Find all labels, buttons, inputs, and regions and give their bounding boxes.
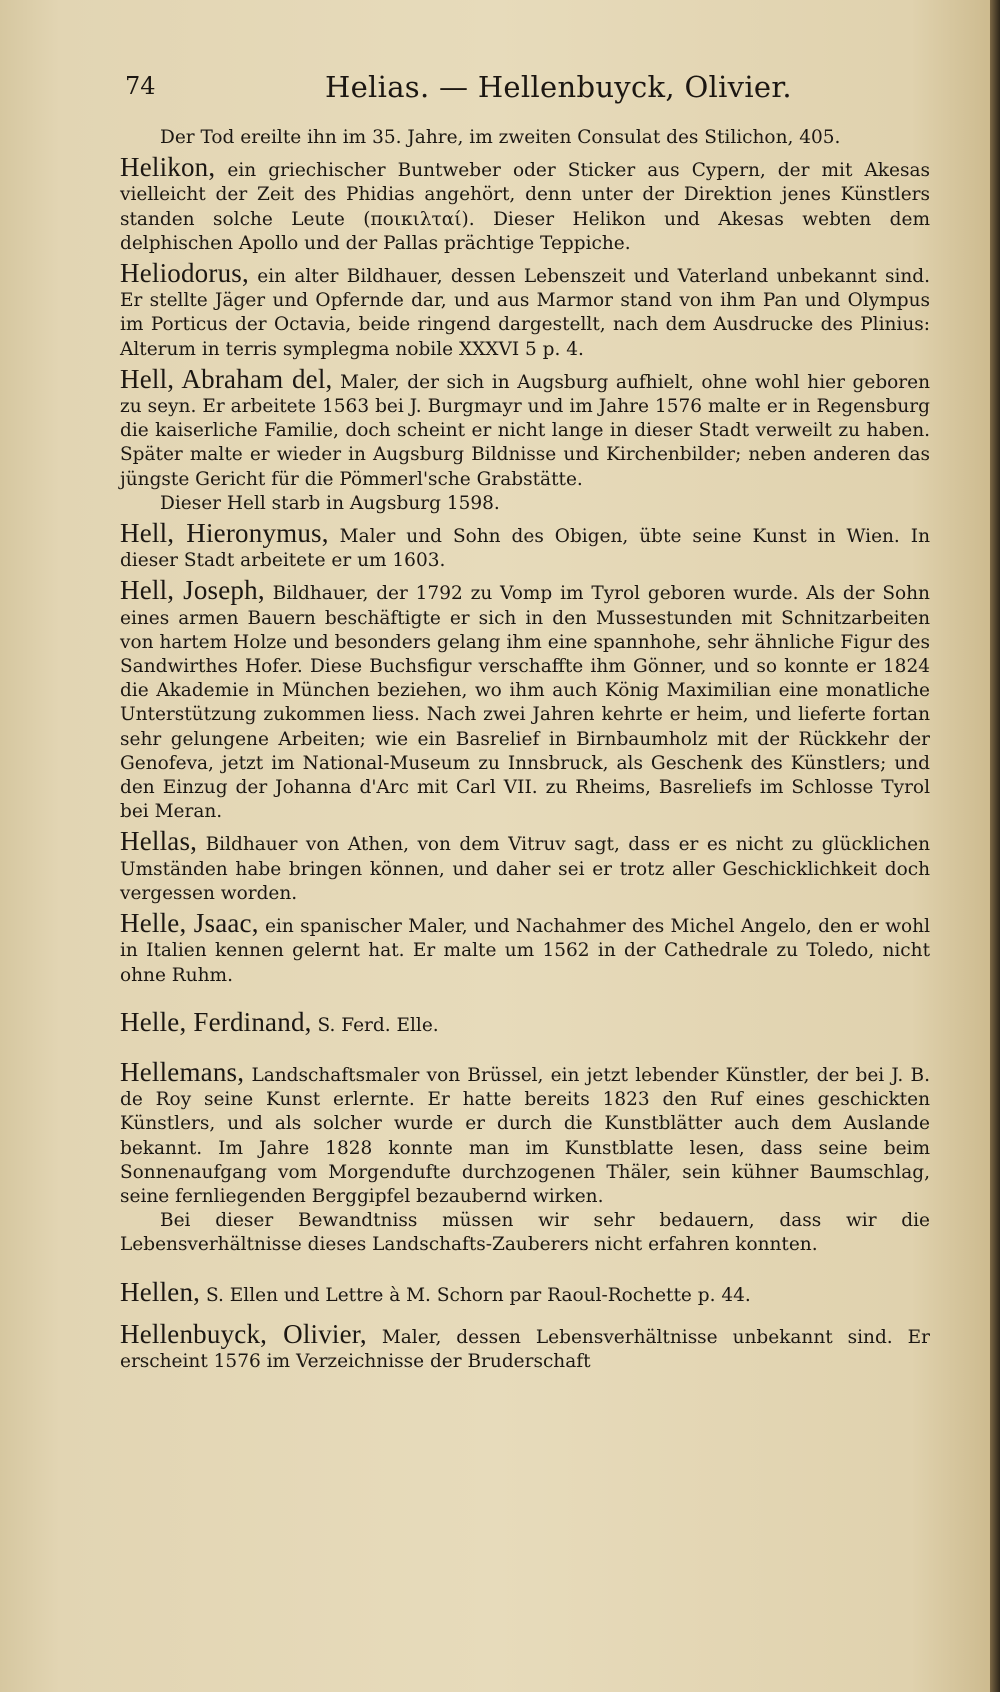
entries-column — [120, 126, 930, 1374]
entry-text: Maler, dessen Lebensverhältnisse unbekannt sind. Er erscheint 1576 im Verzeichnisse der Bruderschaft — [120, 1326, 930, 1372]
entry-text: Der Tod ereilte ihn im 35. Jahre, im zweiten Consulat des Stilichon, 405. — [160, 127, 841, 148]
page-header — [125, 70, 925, 110]
entry-headword: Helle, Ferdinand, — [120, 1006, 312, 1037]
entry-headword: Hell, Abraham del, — [120, 363, 333, 394]
entry-text: Maler, der sich in Augsburg aufhielt, ohne wohl hier geboren zu seyn. Er arbeitete 1563 bei J. Burgmayr und im Jahre 1576 malte er in Regensburg die kaiserliche Familie, doch scheint er nicht lange in dieser Stadt verweilt zu haben. Später malte er wieder in Augsburg Bildnisse und Kirchenbilder; neben anderen das jüngste Gericht für die Pömmerl'sche Grabstätte. — [120, 371, 931, 490]
entry-headword: Helle, Jsaac, — [120, 908, 259, 939]
entry-hellemans — [120, 1056, 930, 1258]
entry-headword: Hell, Joseph, — [120, 575, 265, 606]
entry-hellenbuyck — [120, 1318, 930, 1374]
entry-helle-ferdinand — [120, 1006, 930, 1038]
entry-text: S. Ferd. Elle. — [317, 1014, 439, 1036]
entry-headword: Hellen, — [120, 1276, 201, 1307]
entry-headword: Hellemans, — [120, 1056, 245, 1087]
entry-hell-abraham — [120, 363, 931, 516]
entry-text: Bildhauer, der 1792 zu Vomp im Tyrol geboren wurde. Als der Sohn eines armen Bauern beschäftigte er sich in den Mussestunden mit Schnitzarbeiten von hartem Holze und besonders gelang ihm eine spannhohe, sehr ähnliche Figur des Sandwirthes Hofer. Diese Buchsfigur verschaffte ihm Gönner, und so konnte er 1824 die Akademie in München beziehen, wo ihm auch König Maximilian eine monatliche Unterstützung zukommen liess. Nach zwei Jahren kehrte er heim, und lieferte fortan sehr gelungene Arbeiten; wie ein Basrelief in Birnbaumholz mit der Rückkehr der Genofeva, jetzt im National-Museum zu Innsbruck, als Geschenk des Künstlers; und den Einzug der Johanna d'Arc mit Carl VII. zu Rheims, Basreliefs im Schlosse Tyrol bei Meran. — [120, 583, 930, 823]
entry-hellas — [120, 826, 930, 906]
entry-text-paragraph: Dieser Hell starb in Augsburg 1598. — [160, 492, 500, 514]
entry-helikon — [120, 152, 930, 256]
entry-headword: Heliodorus, — [120, 258, 249, 289]
entry-helle-jsaac — [120, 908, 930, 988]
running-title: Helias. — Hellenbuyck, Olivier. — [325, 70, 792, 104]
entry-headword: Hellenbuyck, Olivier, — [120, 1318, 367, 1349]
entry-hellen — [120, 1276, 930, 1308]
page-number: 74 — [125, 72, 156, 100]
entry-text: S. Ellen und Lettre à M. Schorn par Raoul-Rochette p. 44. — [206, 1284, 751, 1306]
page-edge — [990, 0, 1000, 1692]
entry-text: ein alter Bildhauer, dessen Lebenszeit und Vaterland unbekannt sind. Er stellte Jäger und Opfernde dar, und aus Marmor stand von ihm Pan und Olympus im Porticus der Octavia, beide ringend dargestellt, nach dem Ausdrucke des Plinius: Alterum in terris symplegma nobile XXXVI 5 p. 4. — [120, 266, 930, 360]
entry-heliodorus — [120, 258, 930, 362]
entry-headword: Helikon, — [120, 152, 216, 183]
entry-text: Bildhauer von Athen, von dem Vitruv sagt, dass er es nicht zu glücklichen Umständen habe bringen können, und daher sei er trotz aller Geschicklichkeit doch vergessen worden. — [120, 834, 930, 904]
entry-headword: Hellas, — [120, 826, 198, 857]
entry-text: Maler und Sohn des Obigen, übte seine Kunst in Wien. In dieser Stadt arbeitete er um 1603. — [120, 526, 930, 572]
entry-hell-hieronymus — [120, 518, 930, 573]
entry-text: Landschaftsmaler von Brüssel, ein jetzt lebender Künstler, der bei J. B. de Roy seine Kunst erlernte. Er hatte bereits 1823 den Ruf eines geschickten Künstlers, und als solcher wurde er durch die Kunstblätter auch dem Auslande bekannt. Im Jahre 1828 konnte man im Kunstblatte lesen, dass seine beim Sonnenaufgang vom Morgendufte durchzogenen Thäler, sein kühner Baumschlag, seine fernliegenden Berggipfel bezaubernd wirken. — [120, 1064, 930, 1207]
entry-headword: Hell, Hieronymus, — [120, 518, 329, 549]
entry-text-paragraph: Bei dieser Bewandtniss müssen wir sehr bedauern, dass wir die Lebensverhältnisse dieses Landschafts-Zauberers nicht erfahren konnten. — [120, 1210, 930, 1256]
entry-text: ein griechischer Buntweber oder Sticker aus Cypern, der mit Akesas vielleicht der Zeit des Phidias angehört, denn unter der Direktion jenes Künstlers standen solche Leute (ποικιλταί). Dieser Helikon und Akesas webten dem delphischen Apollo und der Pallas prächtige Teppiche. — [120, 160, 930, 254]
entry-hell-joseph — [120, 575, 930, 824]
entry-continuation — [120, 126, 930, 150]
entry-text: ein spanischer Maler, und Nachahmer des Michel Angelo, den er wohl in Italien kennen gelernt hat. Er malte um 1562 in der Cathedrale zu Toledo, nicht ohne Ruhm. — [120, 916, 930, 986]
